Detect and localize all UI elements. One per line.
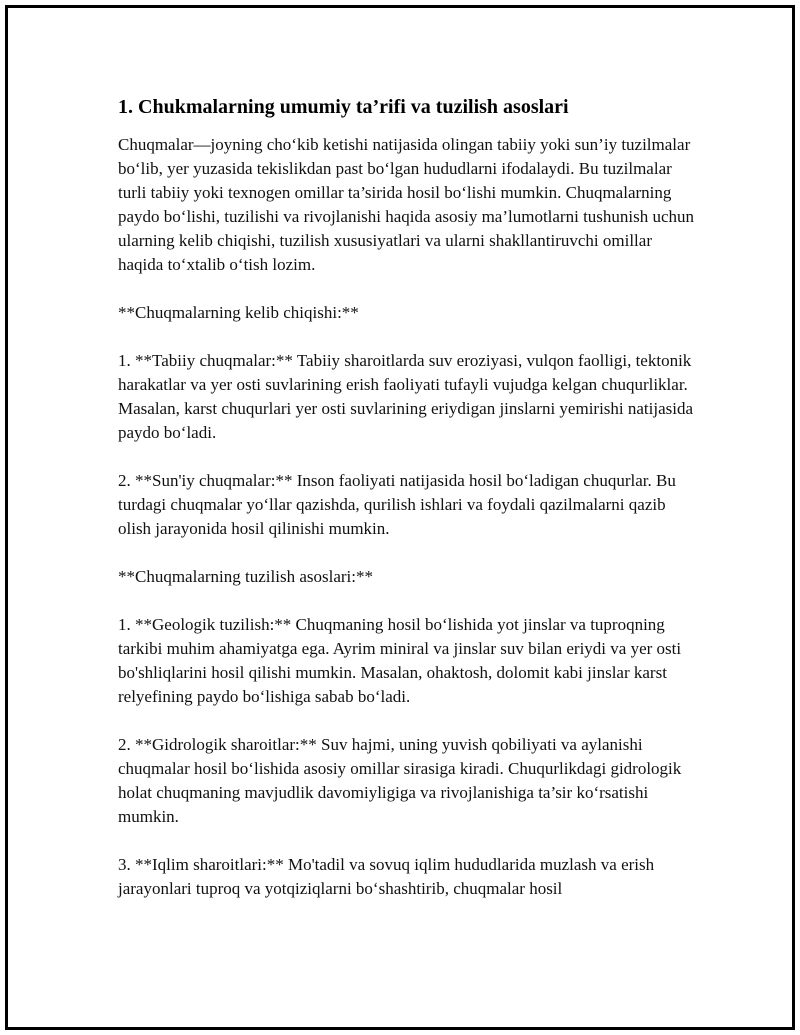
climate-conditions-paragraph: 3. **Iqlim sharoitlari:** Mo'tadil va sovuq iqlim hududlarida muzlash va erish jarayonlari tuproq va yotqiziqlarni bo‘shashtirib, chuqmalar hosil [118,855,655,898]
natural-depressions-paragraph: 1. **Tabiiy chuqmalar:** Tabiiy sharoitlarda suv eroziyasi, vulqon faolligi, tektonik harakatlar va yer osti suvlarining erish faoliyati tufayli vujudga kelgan chuqurliklar. Masalan, karst chuqurlari yer osti suvlarining eriydigan jinslarni yemirishi natijasida paydo bo‘ladi. [118,351,694,442]
structure-subheading: **Chuqmalarning tuzilish asoslari:** [118,567,373,586]
document-body [118,93,698,925]
origin-subheading: **Chuqmalarning kelib chiqishi:** [118,303,359,322]
artificial-depressions-paragraph: 2. **Sun'iy chuqmalar:** Inson faoliyati natijasida hosil bo‘ladigan chuqurlar. Bu turdagi chuqmalar yo‘llar qazishda, qurilish ishlari va foydali qazilmalarni qazib olish jarayonida hosil qilinishi mumkin. [118,471,676,538]
geological-structure-paragraph: 1. **Geologik tuzilish:** Chuqmaning hosil bo‘lishida yot jinslar va tuproqning tarkibi muhim ahamiyatga ega. Ayrim miniral va jinslar suv bilan eriydi va yer osti bo'shliqlarini hosil qilishi mumkin. Masalan, ohaktosh, dolomit kabi jinslar karst relyefining paydo bo‘lishiga sabab bo‘ladi. [118,615,682,706]
intro-paragraph: Chuqmalar—joyning cho‘kib ketishi natijasida olingan tabiiy yoki sun’iy tuzilmalar bo‘lib, yer yuzasida tekislikdan past bo‘lgan hududlarni ifodalaydi. Bu tuzilmalar turli tabiiy yoki texnogen omillar ta’sirida hosil bo‘lishi mumkin. Chuqmalarning paydo bo‘lishi, tuzilishi va rivojlanishi haqida asosiy ma’lumotlarni tushunish uchun ularning kelib chiqishi, tuzilish xususiyatlari va ularni shakllantiruvchi omillar haqida to‘xtalib o‘tish lozim. [118,135,695,274]
section-heading: 1. Chukmalarning umumiy ta’rifi va tuzilish asoslari [118,96,569,118]
hydrological-conditions-paragraph: 2. **Gidrologik sharoitlar:** Suv hajmi, uning yuvish qobiliyati va aylanishi chuqmalar hosil bo‘lishida asosiy omillar sirasiga kiradi. Chuqurlikdagi gidrologik holat chuqmaning mavjudlik davomiyligiga va rivojlanishiga ta’sir ko‘rsatishi mumkin. [118,735,682,826]
